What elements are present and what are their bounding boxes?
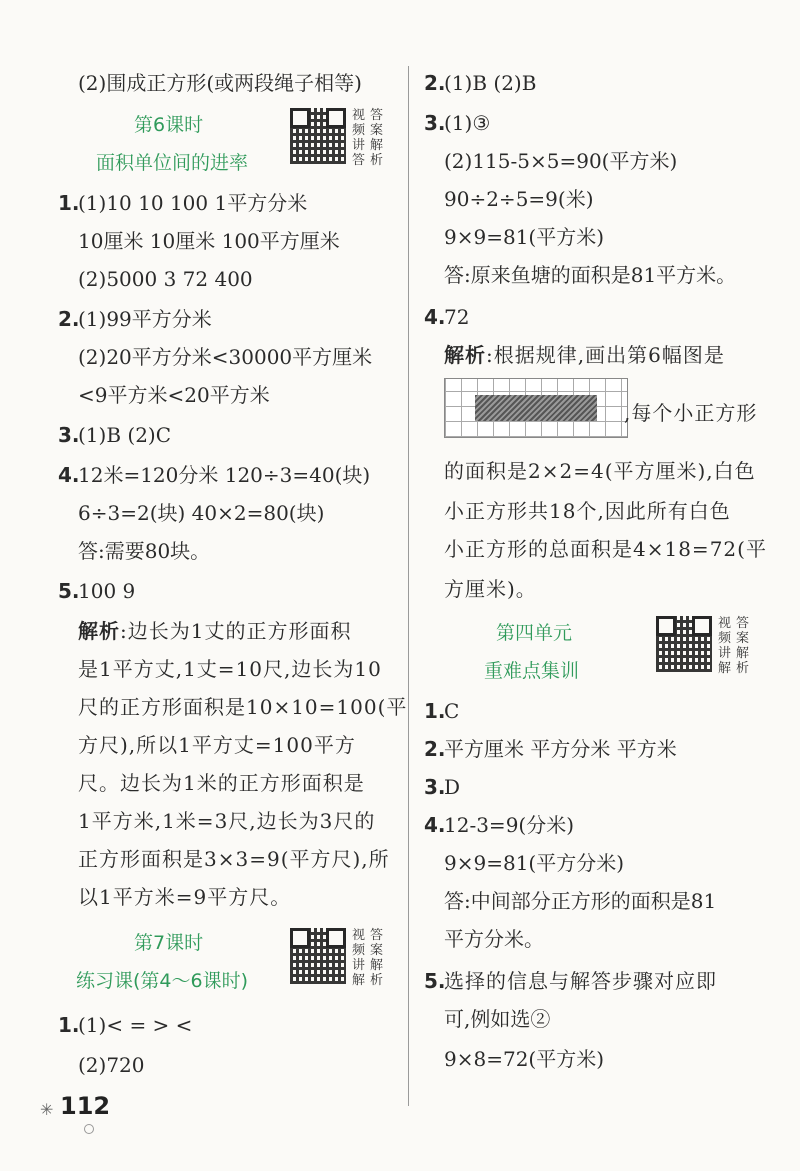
explanation-line: 尺的正方形面积是10×10=100(平 [78,695,408,719]
qr-code-icon[interactable] [290,928,346,984]
answer-line: 答:原来鱼塘的面积是81平方米。 [444,263,737,287]
answer-line: (1)③ [444,111,491,135]
answer-line: 选择的信息与解答步骤对应即 [444,969,717,993]
answer-line: 答:中间部分正方形的面积是81 [444,889,717,913]
answer-line: 可,例如选② [444,1007,551,1031]
question-number: 3. [424,775,446,799]
qr-label: 视 频 讲 解 [718,616,732,676]
question-number: 4. [424,305,446,329]
explanation-line: 正方形面积是3×3=9(平方尺),所 [78,847,390,871]
question-number: 1. [424,699,446,723]
answer-line: <9平方米<20平方米 [78,383,270,407]
answer-line: (1)B (2)C [78,423,172,447]
answer-line: (1)B (2)B [444,71,537,95]
qr-code-icon[interactable] [290,108,346,164]
answer-line: 72 [444,305,470,329]
question-number: 2. [424,71,446,95]
answer-line: C [444,699,460,723]
pattern-figure [444,378,628,438]
answer-line: 平方分米。 [444,927,544,951]
lesson7-subtitle: 练习课(第4～6课时) [76,970,249,992]
lesson7-title: 第7课时 [134,932,204,954]
explanation-line: 方厘米)。 [444,577,537,601]
explanation-line: 小正方形共18个,因此所有白色 [444,499,731,523]
explanation-line: 小正方形的总面积是4×18=72(平 [444,537,767,561]
answer-line: (2)115-5×5=90(平方米) [444,149,678,173]
answer-line: (2)20平方分米<30000平方厘米 [78,345,373,369]
column-divider [408,66,409,1106]
answer-line: 9×8=72(平方米) [444,1047,605,1071]
answer-line: 90÷2÷5=9(米) [444,187,594,211]
lesson6-title: 第6课时 [134,114,204,136]
answer-line: D [444,775,461,799]
question-number: 2. [424,737,446,761]
unit4-title: 第四单元 [496,622,573,644]
answer-line: (1)10 10 100 1平方分米 [78,191,308,215]
shaded-band [475,395,597,421]
explanation-line: 的面积是2×2=4(平方厘米),白色 [444,459,756,483]
qr-code-icon[interactable] [656,616,712,672]
explanation-label: 解析 [444,343,486,367]
answer-line: 平方厘米 平方分米 平方米 [444,737,677,761]
explanation-line: ,每个小正方形 [624,401,758,425]
answer-line: 9×9=81(平方米) [444,225,605,249]
explanation-line: 解析:根据规律,画出第6幅图是 [444,343,725,367]
star-icon: ✳ [40,1100,54,1119]
question-number: 5. [58,579,80,603]
qr-label: 视 频 讲 解 [352,928,366,988]
answer-line: 6÷3=2(块) 40×2=80(块) [78,501,325,525]
answer-line: (2)围成正方形(或两段绳子相等) [78,71,362,95]
answer-line: 12-3=9(分米) [444,813,575,837]
qr-label: 答 案 解 析 [736,616,750,676]
qr-label: 答 案 解 析 [370,928,384,988]
question-number: 3. [58,423,80,447]
answer-line: 答:需要80块。 [78,539,211,563]
explanation-label: 解析 [78,619,120,643]
answer-line: (1)< = > < [78,1013,193,1037]
answer-line: 100 9 [78,579,136,603]
explanation-line: 1平方米,1米=3尺,边长为3尺的 [78,809,376,833]
qr-label: 答 案 解 析 [370,108,384,168]
question-number: 1. [58,1013,80,1037]
question-number: 2. [58,307,80,331]
explanation-line: 方尺),所以1平方丈=100平方 [78,733,356,757]
answer-line: (1)99平方分米 [78,307,212,331]
answer-line: (2)5000 3 72 400 [78,267,253,291]
answer-line: 9×9=81(平方分米) [444,851,625,875]
answer-line: 12米=120分米 120÷3=40(块) [78,463,371,487]
lesson6-subtitle: 面积单位间的进率 [96,152,249,174]
question-number: 3. [424,111,446,135]
explanation-line: 是1平方丈,1丈=10尺,边长为10 [78,657,382,681]
decorative-dot-icon [84,1124,94,1134]
question-number: 1. [58,191,80,215]
question-number: 5. [424,969,446,993]
question-number: 4. [424,813,446,837]
answer-line: 10厘米 10厘米 100平方厘米 [78,229,340,253]
qr-label: 视 频 讲 答 [352,108,366,168]
unit4-subtitle: 重难点集训 [484,660,580,682]
explanation-line: 尺。边长为1米的正方形面积是 [78,771,365,795]
explanation-line: 以1平方米=9平方尺。 [78,885,292,909]
page-number: 112 [60,1092,111,1120]
answer-line: (2)720 [78,1053,145,1077]
question-number: 4. [58,463,80,487]
explanation-line: 解析:边长为1丈的正方形面积 [78,619,352,643]
